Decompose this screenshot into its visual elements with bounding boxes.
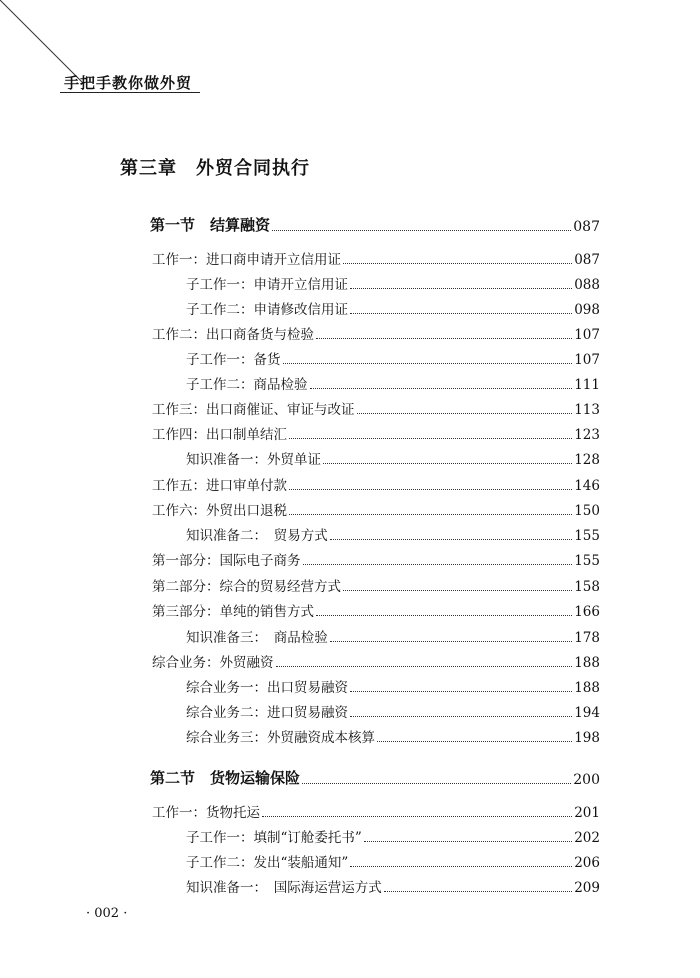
dot-leader [302, 783, 571, 784]
toc-entry-label: 综合业务二：进口贸易融资 [186, 705, 348, 721]
dot-leader [323, 463, 572, 464]
toc-entry-label: 综合业务一：出口贸易融资 [186, 680, 348, 696]
toc-entry [186, 626, 600, 646]
toc-entry-label: 第三部分：单纯的销售方式 [152, 604, 314, 620]
toc-entry-page: 202 [574, 830, 600, 846]
toc-entry-page: 155 [574, 553, 600, 569]
toc-entry-page: 194 [574, 705, 600, 721]
toc-entry-label: 第二部分：综合的贸易经营方式 [152, 579, 341, 595]
dot-leader [330, 539, 572, 540]
book-title: 手把手教你做外贸 [64, 74, 193, 92]
toc-entry-page: 200 [573, 772, 600, 788]
dot-leader [350, 866, 572, 867]
toc-entry-label: 综合业务三：外贸融资成本核算 [186, 730, 375, 746]
dot-leader [262, 816, 572, 817]
toc-entry-page: 111 [574, 377, 600, 393]
dot-leader [272, 230, 571, 231]
header-rule [60, 92, 200, 93]
toc-entry-page: 201 [574, 805, 600, 821]
dot-leader [289, 489, 572, 490]
toc-entry-page: 188 [574, 680, 600, 696]
dot-leader [276, 666, 573, 667]
dot-leader [289, 514, 572, 515]
toc-entry [186, 298, 600, 318]
toc-entry [152, 248, 600, 268]
toc-entry [152, 423, 600, 443]
toc-entry-label: 工作一：进口商申请开立信用证 [152, 252, 341, 268]
page-number: · 002 · [86, 906, 128, 921]
toc-entry-label: 子工作二：申请修改信用证 [186, 302, 348, 318]
toc-entry-label: 综合业务：外贸融资 [152, 655, 274, 671]
toc-entry [152, 575, 600, 595]
toc-entry [186, 273, 600, 293]
dot-leader [283, 363, 573, 364]
toc-entry-label: 知识准备二： 贸易方式 [186, 528, 328, 544]
dot-leader [316, 338, 572, 339]
toc-entry-label: 知识准备三： 商品检验 [186, 630, 328, 646]
toc-entry-label: 知识准备一： 国际海运营运方式 [186, 880, 382, 896]
toc-entry [186, 676, 600, 696]
toc-entry-label: 第一部分：国际电子商务 [152, 553, 301, 569]
toc-entry-page: 107 [574, 352, 600, 368]
dot-leader [377, 741, 572, 742]
toc-entry [186, 524, 600, 544]
toc-entry [186, 701, 600, 721]
toc-entry-label: 工作四：出口制单结汇 [152, 427, 287, 443]
toc-entry-label: 子工作一：填制“订舱委托书” [186, 830, 362, 846]
toc-entry [152, 323, 600, 343]
toc-entry [186, 348, 600, 368]
toc-entry [152, 499, 600, 519]
toc-entry-page: 188 [574, 655, 600, 671]
toc-entry-page: 088 [574, 277, 600, 293]
toc-entry-page: 198 [574, 730, 600, 746]
toc-entry-label: 工作五：进口审单付款 [152, 478, 287, 494]
dot-leader [350, 716, 572, 717]
toc-entry-label: 工作一：货物托运 [152, 805, 260, 821]
toc-entry-page: 123 [574, 427, 600, 443]
toc-entry [186, 448, 600, 468]
toc-entry [152, 549, 600, 569]
toc-section-entry [150, 214, 600, 235]
dot-leader [343, 263, 572, 264]
toc-entry-page: 209 [574, 880, 600, 896]
dot-leader [350, 691, 572, 692]
toc-entry-label: 工作二：出口商备货与检验 [152, 327, 314, 343]
toc-entry-label: 第二节 货物运输保险 [150, 769, 301, 787]
toc-entry [186, 851, 600, 871]
dot-leader [357, 413, 573, 414]
toc-entry-page: 107 [574, 327, 600, 343]
toc-entry [186, 373, 600, 393]
chapter-title: 第三章 外贸合同执行 [120, 158, 310, 179]
toc-entry-page: 150 [574, 503, 600, 519]
toc-entry-label: 子工作二：发出“装船通知” [186, 855, 349, 871]
toc-entry-page: 087 [574, 252, 600, 268]
toc-entry-page: 155 [574, 528, 600, 544]
toc-entry [152, 801, 600, 821]
dot-leader [316, 615, 572, 616]
toc-entry-label: 子工作二：商品检验 [186, 377, 308, 393]
toc-entry [186, 826, 600, 846]
toc-section-entry [150, 767, 600, 788]
dot-leader [350, 288, 572, 289]
toc-entry-label: 子工作一：申请开立信用证 [186, 277, 348, 293]
toc-entry-label: 子工作一：备货 [186, 352, 281, 368]
toc-entry-label: 工作三：出口商催证、审证与改证 [152, 402, 355, 418]
toc-entry [186, 726, 600, 746]
dot-leader [364, 841, 572, 842]
toc-entry-page: 166 [574, 604, 600, 620]
dot-leader [289, 438, 572, 439]
dot-leader [343, 590, 572, 591]
dot-leader [330, 641, 572, 642]
dot-leader [303, 564, 573, 565]
toc-entry-label: 工作六：外贸出口退税 [152, 503, 287, 519]
toc-entry-page: 158 [574, 579, 600, 595]
toc-entry-label: 知识准备一：外贸单证 [186, 452, 321, 468]
dot-leader [350, 313, 572, 314]
toc-entry-page: 098 [574, 302, 600, 318]
toc-entry [152, 651, 600, 671]
toc-entry [152, 474, 600, 494]
toc-entry-page: 087 [573, 219, 600, 235]
toc-entry-page: 146 [574, 478, 600, 494]
toc-entry [186, 876, 600, 896]
dot-leader [310, 388, 573, 389]
toc-entry-page: 113 [574, 402, 600, 418]
toc-entry-label: 第一节 结算融资 [150, 216, 271, 234]
toc-entry-page: 206 [574, 855, 600, 871]
toc-entry [152, 398, 600, 418]
toc-entry-page: 128 [574, 452, 600, 468]
toc-entry-page: 178 [574, 630, 600, 646]
dot-leader [384, 891, 572, 892]
toc-entry [152, 600, 600, 620]
